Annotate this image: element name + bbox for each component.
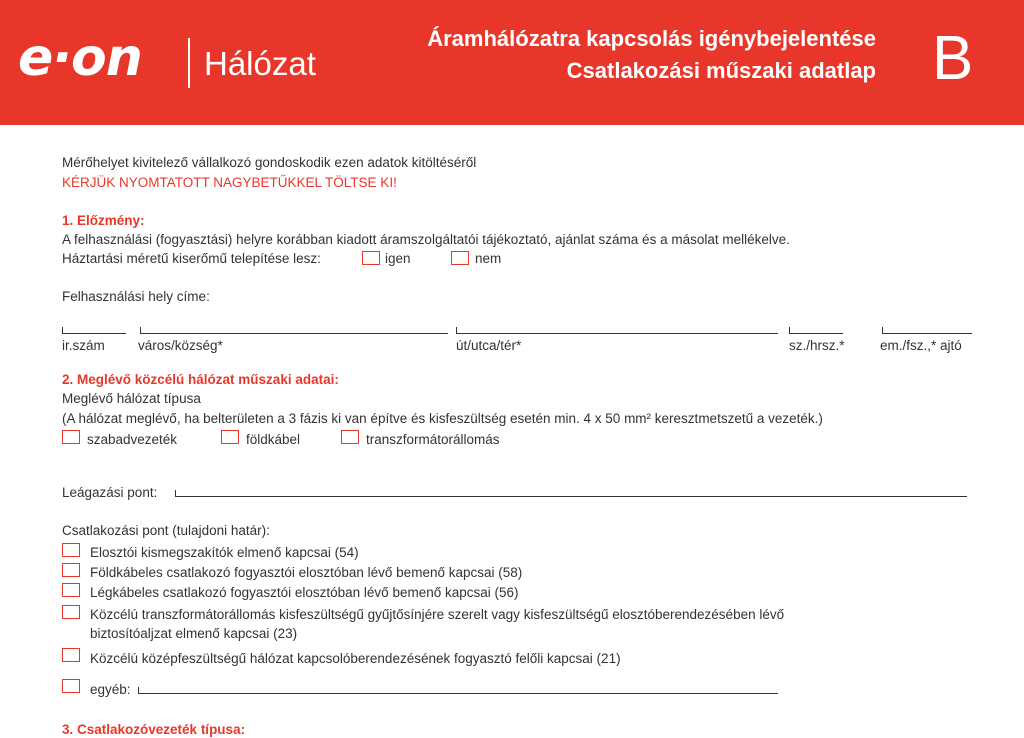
street-label: út/utca/tér* [456,338,522,353]
transformer-station-label: transzformátorállomás [366,432,500,447]
intro-note: Mérőhelyet kivitelező vállalkozó gondoskodik ezen adatok kitöltéséről [62,155,477,170]
connection-option-21-label: Közcélú középfeszültségű hálózat kapcsolóberendezésének fogyasztó felőli kapcsai (21) [90,651,621,666]
branch-point-field[interactable] [175,496,967,497]
city-label: város/község* [138,338,223,353]
form-subtitle: Csatlakozási műszaki adatlap [566,58,876,83]
connection-option-54-checkbox[interactable] [62,543,80,557]
floor-label: em./fsz.,* ajtó [880,338,962,353]
street-field[interactable] [456,333,778,334]
floor-field[interactable] [882,333,972,334]
connection-point-label: Csatlakozási pont (tulajdoni határ): [62,523,270,538]
connection-option-58-label: Földkábeles csatlakozó fogyasztói elosztóban lévő bemenő kapcsai (58) [90,565,523,580]
form-title: Áramhálózatra kapcsolás igénybejelentése [427,26,876,51]
intro-instruction: KÉRJÜK NYOMTATOTT NAGYBETŰKKEL TÖLTSE KI! [62,175,397,190]
form-letter: B [932,24,974,93]
connection-other-checkbox[interactable] [62,679,80,693]
connection-other-field[interactable] [138,693,778,694]
connection-option-56-label: Légkábeles csatlakozó fogyasztói elosztóban lévő bemenő kapcsai (56) [90,585,519,600]
hmke-yes-label: igen [385,251,411,266]
section1-text: A felhasználási (fogyasztási) helyre korábban kiadott áramszolgáltatói tájékoztató, ajánlat száma és a másolat mellékelve. [62,232,790,247]
connection-option-23-label-line1: Közcélú transzformátorállomás kisfeszültségű gyűjtősínjére szerelt vagy kisfeszültségű elosztóberendezésében lévő [90,607,785,622]
zip-label: ir.szám [62,338,105,353]
hmke-no-checkbox[interactable] [451,251,469,265]
connection-option-23-checkbox[interactable] [62,605,80,619]
overhead-line-checkbox[interactable] [62,430,80,444]
eon-logo: e·on [18,28,142,88]
logo-subtitle: Hálózat [204,45,316,82]
section2-heading: 2. Meglévő közcélú hálózat műszaki adatai: [62,372,339,387]
overhead-line-label: szabadvezeték [87,432,178,447]
city-field[interactable] [140,333,448,334]
connection-option-23-label-line2: biztosítóaljzat elmenő kapcsai (23) [90,626,298,641]
network-type-label: Meglévő hálózat típusa [62,391,201,406]
zip-field[interactable] [62,333,126,334]
header-banner [0,0,1024,125]
connection-option-58-checkbox[interactable] [62,563,80,577]
network-note: (A hálózat meglévő, ha belterületen a 3 fázis ki van építve és kisfeszültség esetén min. 4 x 50 mm² keresztmetszetű a vezeték.) [62,411,823,426]
address-label: Felhasználási hely címe: [62,289,210,304]
connection-option-54-label: Elosztói kismegszakítók elmenő kapcsai (54) [90,545,359,560]
ground-cable-label: földkábel [246,432,301,447]
section1-heading: 1. Előzmény: [62,213,145,228]
connection-option-56-checkbox[interactable] [62,583,80,597]
branch-point-label: Leágazási pont: [62,485,158,500]
ground-cable-checkbox[interactable] [221,430,239,444]
section3-heading: 3. Csatlakozóvezeték típusa: [62,722,246,737]
hmke-yes-checkbox[interactable] [362,251,380,265]
connection-option-21-checkbox[interactable] [62,648,80,662]
logo-divider [188,38,190,88]
transformer-station-checkbox[interactable] [341,430,359,444]
hmke-no-label: nem [475,251,502,266]
number-field[interactable] [789,333,843,334]
number-label: sz./hrsz.* [789,338,845,353]
connection-other-label: egyéb: [90,682,131,697]
hmke-question: Háztartási méretű kiserőmű telepítése lesz: [62,251,321,266]
